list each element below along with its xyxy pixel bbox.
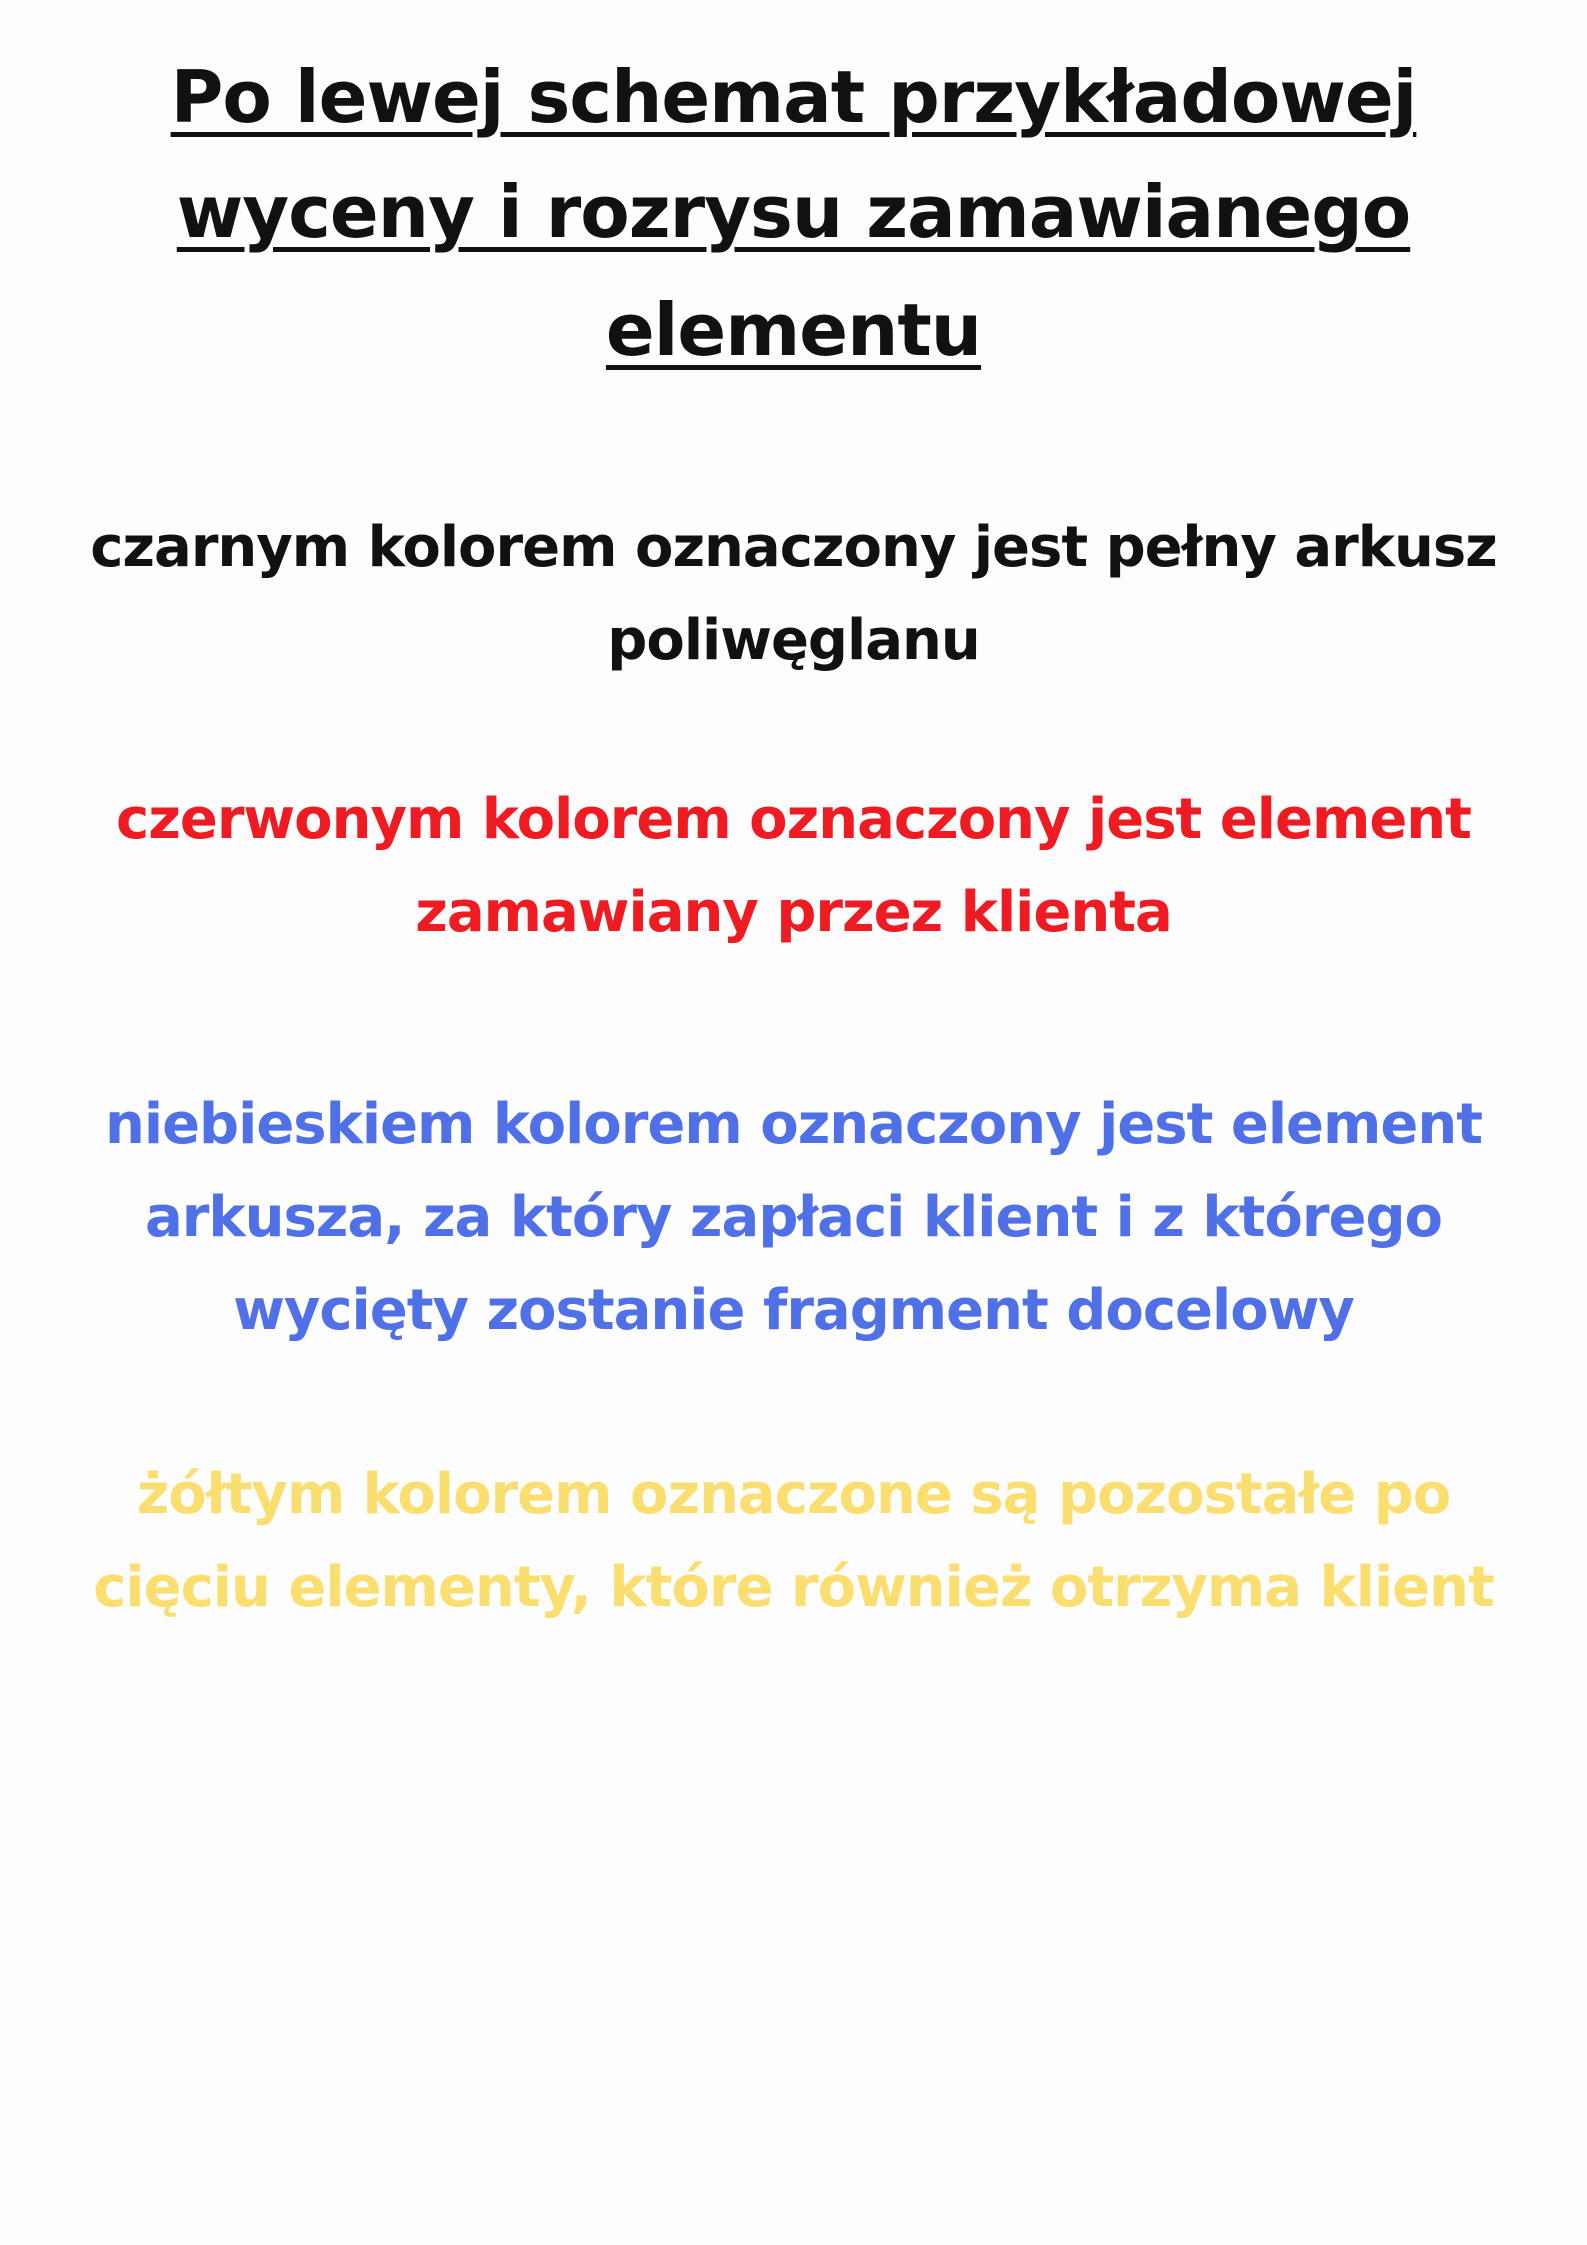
title-line-2: wyceny i rozrysu zamawianego <box>176 170 1411 254</box>
legend-yellow-line-2: cięciu elementy, które również otrzyma klient <box>93 1555 1494 1620</box>
legend-blue-line-1: niebieskiem kolorem oznaczony jest element <box>105 1092 1482 1157</box>
legend-yellow-line-1: żółtym kolorem oznaczone są pozostałe po <box>136 1462 1451 1527</box>
legend-red-line-1: czerwonym kolorem oznaczony jest element <box>116 787 1471 852</box>
title-line-1: Po lewej schemat przykładowej <box>170 55 1417 139</box>
legend-black-line-2: poliwęglanu <box>607 608 980 673</box>
legend-black-line-1: czarnym kolorem oznaczony jest pełny arkusz <box>90 515 1497 580</box>
title-line-3: elementu <box>605 288 982 372</box>
legend-red-line-2: zamawiany przez klienta <box>415 880 1172 945</box>
legend-blue-line-3: wycięty zostanie fragment docelowy <box>233 1278 1354 1343</box>
legend-blue-line-2: arkusza, za który zapłaci klient i z którego <box>144 1185 1443 1250</box>
